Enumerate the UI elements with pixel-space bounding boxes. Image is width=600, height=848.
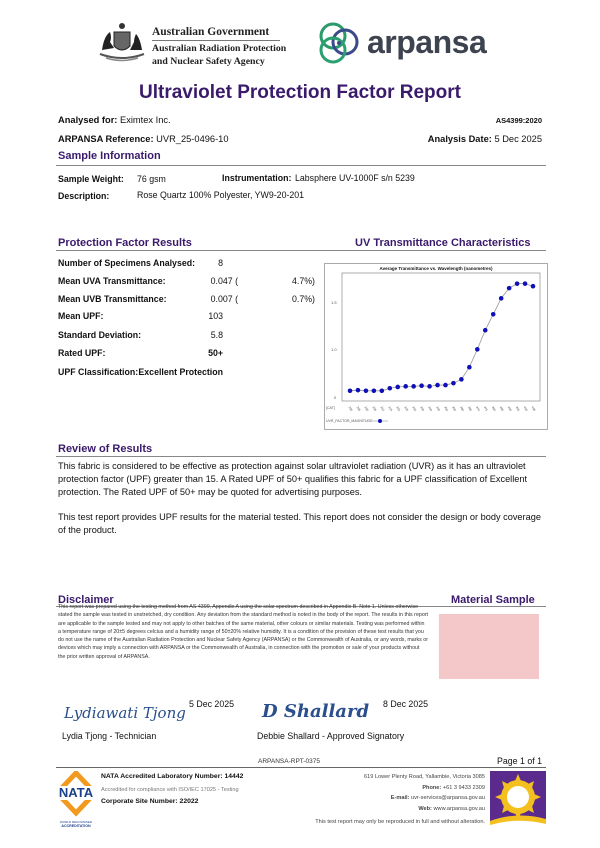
data-point [395, 385, 400, 390]
x-tick-label: 400 [522, 405, 529, 412]
result-row-mean-upf [58, 311, 298, 325]
x-tick-label: 295 [355, 405, 362, 412]
instrumentation-label: Instrumentation: [222, 173, 292, 183]
sun-emblem [490, 771, 546, 829]
svg-text:1.0: 1.0 [331, 347, 337, 352]
section-divider [56, 165, 546, 166]
coat-of-arms-icon [96, 20, 148, 64]
instrumentation-value: Labsphere UV-1000F s/n 5239 [295, 173, 415, 183]
data-point [475, 347, 480, 352]
sun-icon [490, 771, 546, 829]
data-point [411, 384, 416, 389]
data-point [515, 281, 520, 286]
x-tick-label: 395 [514, 405, 521, 412]
review-body [58, 460, 548, 549]
data-point [435, 383, 440, 388]
result-percent: 4.7%) [292, 276, 315, 286]
gov-title: Australian Government [152, 26, 280, 41]
x-tick-label: 405 [530, 405, 537, 412]
x-tick-label: 310 [379, 405, 386, 412]
result-value: 50+ [208, 348, 223, 358]
australian-government-logo [96, 20, 286, 70]
result-label: Number of Specimens Analysed: [58, 258, 196, 268]
nata-sub-2: ACCREDITATION [61, 824, 91, 828]
analysis-date-value: 5 Dec 2025 [494, 134, 542, 144]
result-label: Mean UVA Transmittance: [58, 276, 166, 286]
nata-compliance: Accredited for compliance with ISO/IEC 17025 - Testing [101, 787, 239, 793]
section-divider [56, 250, 546, 251]
description-label: Description: [58, 191, 110, 201]
material-sample-heading: Material Sample [451, 594, 535, 606]
sample-weight-label: Sample Weight: [58, 174, 124, 184]
sample-weight-value: 76 gsm [137, 174, 166, 184]
data-point [403, 384, 408, 389]
data-point [427, 384, 432, 389]
result-value: 5.8 [210, 330, 223, 340]
arpansa-rings-icon [315, 20, 363, 66]
email [391, 795, 485, 801]
nata-logo [55, 771, 97, 831]
data-point [491, 312, 496, 317]
result-row-rated-upf [58, 348, 298, 362]
data-point [483, 328, 488, 333]
x-tick-label: 290 [347, 405, 354, 412]
data-point [523, 281, 528, 286]
analysed-for-label: Analysed for: [58, 115, 118, 125]
x-tick-label: 315 [387, 405, 394, 412]
email-value[interactable]: uvr-services@arpansa.gov.au [411, 795, 485, 801]
data-point [507, 286, 512, 291]
x-tick-label: 350 [443, 405, 450, 412]
chart-title: Average Transmittance vs. Wavelength (nanometres) [379, 266, 493, 271]
result-row-classification [58, 367, 298, 381]
reference-value: UVR_25-0496-10 [156, 134, 229, 144]
footer-divider [56, 767, 546, 768]
arpansa-logo [315, 20, 485, 66]
web-label: Web: [418, 806, 432, 812]
svg-text:UVR_FACTOR_MAGNITUDE: UVR_FACTOR_MAGNITUDE [326, 419, 373, 423]
phone-value: +61 3 9433 2309 [442, 785, 485, 791]
email-label: E-mail: [390, 795, 410, 801]
technician-signature: Lydiawati Tjong [64, 704, 186, 722]
x-tick-label: 375 [482, 405, 489, 412]
analysed-for [58, 115, 171, 125]
analysis-date [428, 134, 542, 144]
technician-name: Lydia Tjong - Technician [62, 731, 157, 741]
x-tick-label: 390 [506, 405, 513, 412]
review-heading: Review of Results [58, 443, 153, 455]
approver-signature: D Shallard [262, 701, 370, 722]
data-point [459, 377, 464, 382]
result-label: Standard Deviation: [58, 330, 142, 340]
x-tick-label: 300 [363, 405, 370, 412]
data-point [499, 296, 504, 301]
x-tick-label: 360 [459, 405, 465, 412]
agency-line-2: and Nuclear Safety Agency [152, 56, 265, 67]
result-label: Mean UVB Transmittance: [58, 294, 167, 304]
svg-text:0: 0 [334, 395, 337, 400]
description-value: Rose Quartz 100% Polyester, YW9-20-201 [137, 190, 305, 200]
data-point [348, 389, 353, 394]
data-point [380, 389, 385, 394]
review-paragraph-1: This fabric is considered to be effective as protection against solar ultraviolet radiation (UVR) as it has an ultraviolet protection factor (UPF) greater than 15. A Rated UPF of 50+ qualifies this fabric for a UPF classification of Excellent protection. The Rated UPF of 50+ may be quoted for advertising purposes. [58, 461, 528, 497]
x-tick-label: 370 [474, 405, 481, 412]
nata-logo-text: NATA [58, 785, 94, 800]
result-label: Mean UPF: [58, 311, 104, 321]
result-percent: 0.7%) [292, 294, 315, 304]
data-point [387, 386, 392, 391]
data-point [364, 389, 369, 394]
x-tick-label: 320 [395, 405, 402, 412]
disclaimer-heading: Disclaimer [58, 594, 114, 606]
chart-plot [325, 264, 547, 429]
data-point [419, 383, 424, 388]
data-point [531, 284, 536, 289]
data-point [451, 381, 456, 386]
approver-sign-date: 8 Dec 2025 [383, 699, 428, 709]
x-tick-label: 365 [466, 405, 473, 412]
nata-lab-number: NATA Accredited Laboratory Number: 14442 [101, 773, 244, 780]
result-value: 8 [218, 258, 223, 268]
result-row-uvb [58, 294, 315, 308]
x-tick-label: 335 [419, 405, 426, 412]
arpansa-reference [58, 134, 229, 144]
protection-results-heading: Protection Factor Results [58, 237, 192, 249]
x-tick-label: 355 [451, 405, 458, 412]
x-tick-label: 380 [490, 405, 497, 412]
section-divider [56, 456, 546, 457]
analysis-date-label: Analysis Date: [427, 134, 492, 144]
result-value: 103 [208, 311, 223, 321]
uv-transmittance-chart [324, 263, 548, 430]
document-code: ARPANSA-RPT-0375 [258, 758, 321, 765]
sample-information-heading: Sample Information [58, 150, 161, 162]
material-sample-swatch [439, 614, 539, 679]
data-point [356, 388, 361, 393]
x-tick-label: 340 [427, 405, 434, 412]
data-point [443, 383, 448, 388]
result-label: UPF Classification: [58, 367, 139, 377]
technician-sign-date: 5 Dec 2025 [189, 699, 234, 709]
phone [422, 785, 485, 791]
analysed-for-value: Eximtex Inc. [120, 115, 171, 125]
web-value[interactable]: www.arpansa.gov.au [433, 806, 485, 812]
approver-name: Debbie Shallard - Approved Signatory [257, 731, 405, 741]
result-label: Rated UPF: [58, 348, 106, 358]
address: 619 Lower Plenty Road, Yallambie, Victoria 3085 [364, 774, 485, 780]
website [418, 806, 485, 812]
nata-sub-1: WORLD RECOGNISED [59, 820, 93, 824]
reproduction-note: This test report may only be reproduced in full and without alteration. [315, 819, 485, 825]
uv-transmittance-heading: UV Transmittance Characteristics [355, 237, 531, 249]
x-tick-label: 330 [411, 405, 418, 412]
result-value: 0.047 ( [210, 276, 238, 286]
result-value: Excellent Protection [138, 367, 223, 377]
result-row-uva [58, 276, 315, 290]
review-paragraph-2: This test report provides UPF results for the material tested. This report does not consider the design or body coverage of the product. [58, 511, 541, 535]
x-tick-label: 305 [371, 405, 378, 412]
reference-label: ARPANSA Reference: [58, 134, 154, 144]
arpansa-wordmark: arpansa [367, 24, 487, 60]
x-tick-label: 345 [435, 405, 442, 412]
x-tick-label: 325 [403, 405, 410, 412]
page-number: Page 1 of 1 [497, 756, 542, 766]
data-point [372, 389, 377, 394]
result-value: 0.007 ( [210, 294, 238, 304]
data-point [467, 365, 472, 370]
phone-label: Phone: [422, 785, 442, 791]
svg-text:[CAT]: [CAT] [326, 406, 335, 410]
agency-line-1: Australian Radiation Protection [152, 43, 287, 54]
report-title: Ultraviolet Protection Factor Report [139, 82, 461, 103]
x-tick-label: 385 [498, 405, 505, 412]
result-row-specimens [58, 258, 298, 272]
corporate-site-number: Corporate Site Number: 22022 [101, 798, 199, 805]
result-row-std-dev [58, 330, 298, 344]
disclaimer-body: This report was prepared using the testing method from AS 4399, Appendix A using the solar spectrum described in Appendix B. Note 1. Unless otherwise stated the sample was tested in unstretched, dry condition. Any deviation from the standard method is noted in the body of the report. The results in this report are applicable to the sample tested and may not apply to other batches of the same material, other colours or similar materials. Testing was performed within a temperature range of 20±5 degrees celcius and a humidity range of 50±20% relative humidity. It is a condition of the provision of these test results that you do not use the name of the Australian Radiation Protection and Nuclear Safety Agency (ARPANSA) or the Commonwealth of Australia, or any words, marks or devices which may imply a connection with ARPANSA or the Commonwealth of Australia, in connection with the promotion or sale of your products without the prior written approval of ARPANSA. [58, 604, 429, 660]
standard-code: AS4399:2020 [495, 116, 542, 125]
svg-text:1.5: 1.5 [331, 300, 337, 305]
